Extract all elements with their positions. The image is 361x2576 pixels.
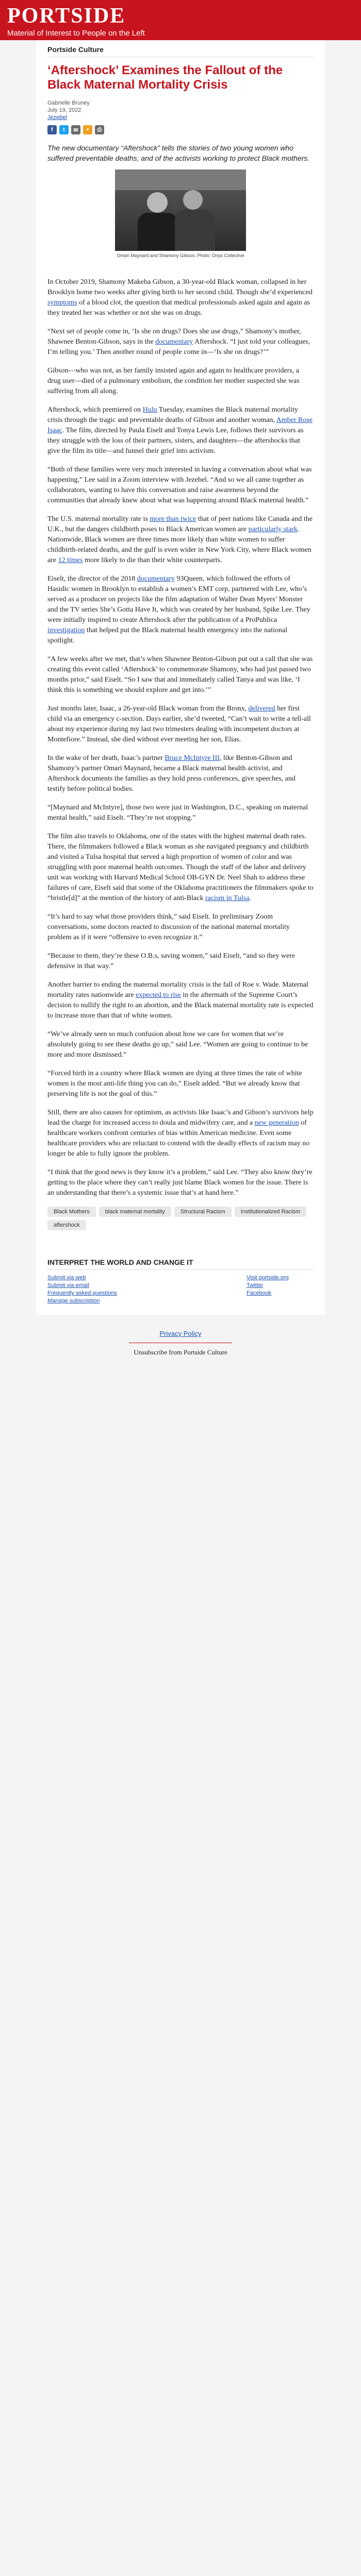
- article-paragraph: [47, 1029, 314, 1060]
- paragraph-text: “Forced birth in a country where Black women are dying at three times the rate of white women is the most anti-life thing you can do,” Eiselt added. “But we already know that preserving life is not the goal of this.”: [47, 1070, 302, 1098]
- paragraph-text: In the wake of her death, Isaac’s partner: [47, 754, 165, 762]
- inline-link[interactable]: more than twice: [150, 515, 196, 523]
- inline-link[interactable]: racism in Tulsa: [205, 894, 250, 902]
- source-link[interactable]: Jezebel: [47, 114, 67, 121]
- paragraph-text: . The film, directed by Paula Eiselt and Tonya Lewis Lee, follows their survivors as they struggle with the loss of their partners, sisters, and daughters—the aftershocks that give the film its title—and funnel their grief into activism.: [47, 427, 304, 455]
- inline-link[interactable]: investigation: [47, 626, 85, 634]
- print-icon[interactable]: ⎙: [95, 125, 104, 134]
- masthead: [0, 0, 361, 40]
- share-buttons: [47, 125, 314, 134]
- article-paragraph: [47, 514, 314, 566]
- photo-image: [115, 170, 246, 251]
- article-container: [36, 40, 325, 1246]
- bottom-bar: [0, 1315, 361, 1363]
- footer-link[interactable]: Visit portside.org: [247, 1275, 289, 1281]
- footer-link[interactable]: Submit via web: [47, 1275, 86, 1281]
- paragraph-text: Another barrier to ending the maternal mortality crisis is the fall of Roe v. Wade. Maternal mortality rates nationwide are: [47, 981, 308, 999]
- article-paragraph: [47, 1069, 314, 1099]
- paragraph-text: The U.S. maternal mortality rate is: [47, 515, 150, 523]
- article-paragraph: [47, 1108, 314, 1159]
- article-paragraph: [47, 327, 314, 358]
- footer-link[interactable]: Facebook: [247, 1290, 272, 1296]
- publish-date: July 19, 2022: [47, 107, 81, 113]
- footer-links-right: [247, 1274, 314, 1305]
- inline-link[interactable]: documentary: [155, 338, 193, 346]
- article-paragraph: [47, 366, 314, 397]
- paragraph-text: in the aftermath of the Supreme Court’s decision to nullify the right to an abortion, and the Black maternal mortality rate is expected to increase more than that of white women.: [47, 991, 314, 1020]
- article-paragraph: [47, 980, 314, 1021]
- paragraph-text: that helped put the Black maternal health emergency into the national spotlight.: [47, 626, 288, 645]
- tag-chip[interactable]: Structural Racism: [174, 1207, 232, 1217]
- paragraph-text: “We’ve already seen so much confusion about how we care for women that we’re absolutely going to see these deaths go up,” said Lee. “Women are going to continue to be more and more dismissed.”: [47, 1030, 308, 1059]
- inline-link[interactable]: symptoms: [47, 299, 77, 307]
- paragraph-text: “Both of these families were very much interested in having a conversation about what was happening,” Lee said in a Zoom interview with Jezebel. “And so we all came together as collaborators, wanting to have this conversation and raise awareness beyond the communities that already knew about what was happening around Black maternal health.”: [47, 466, 312, 504]
- unsubscribe-link[interactable]: Unsubscribe from Portside Culture: [134, 1348, 227, 1356]
- paragraph-text: Still, there are also causes for optimism, as activists like Isaac’s and Gibson’s survivors help lead the charge for increased access to doula and midwifery care, and a: [47, 1109, 314, 1127]
- tag-chip[interactable]: aftershock: [47, 1220, 86, 1230]
- paragraph-text: Eiselt, the director of the 2018: [47, 575, 137, 583]
- link-icon[interactable]: +: [83, 125, 92, 134]
- article-title[interactable]: ‘Aftershock’ Examines the Fallout of the Black Maternal Mortality Crisis: [47, 63, 283, 92]
- tag-chip[interactable]: Black Mothers: [47, 1207, 96, 1217]
- article-paragraph: [47, 832, 314, 904]
- facebook-icon[interactable]: f: [47, 125, 57, 134]
- inline-link[interactable]: particularly stark: [248, 526, 298, 533]
- article-paragraph: [47, 654, 314, 696]
- paragraph-text: “It’s hard to say what those providers think,” said Eiselt. In preliminary Zoom conversations, some doctors reacted to discussion of the national maternal mortality problem as if it were “offensive to even recognize it.”: [47, 913, 290, 941]
- inline-link[interactable]: Bruce McIntyre III: [165, 754, 220, 762]
- footer-link[interactable]: Submit via email: [47, 1282, 89, 1289]
- paragraph-text: Gibson—who was not, as her family insisted again and again to healthcare providers, a drug user—died of a pulmonary embolism, the condition her mother suspected she was suffering from all along.: [47, 367, 300, 395]
- article-paragraph: [47, 912, 314, 943]
- paragraph-text: more likely to die than their white counterparts.: [83, 556, 222, 564]
- inline-link[interactable]: delivered: [248, 705, 275, 713]
- footer-link[interactable]: Frequently asked questions: [47, 1290, 117, 1296]
- article-paragraph: [47, 704, 314, 745]
- paragraph-text: . Nationwide, Black women are three times more likely than white women to suffer childbirth-related deaths, and the gulf is even wider in New York City, where Black women are: [47, 526, 311, 564]
- article-paragraph: [47, 1167, 314, 1198]
- paragraph-text: that of peer nations like Canada and the U.K., but the dangers childbirth poses to Black American women are: [47, 515, 313, 533]
- article-body: [47, 277, 314, 1198]
- email-icon[interactable]: ✉: [71, 125, 80, 134]
- inline-link[interactable]: Hulu: [142, 406, 157, 414]
- footer-link[interactable]: Manage subscription: [47, 1298, 100, 1304]
- footer: [36, 1246, 325, 1315]
- footer-link[interactable]: Twitter: [247, 1282, 264, 1289]
- article-paragraph: [47, 465, 314, 506]
- article-dek: The new documentary “Aftershock” tells the stories of two young women who suffered preventable deaths, and of the activists working to protect Black mothers.: [47, 144, 310, 162]
- paragraph-text: of healthcare workers confront centuries of bias within American medicine. Even some healthcare providers who are reluctant to contend with the deadly effects of racism may no longer be able to fully ignore the problem.: [47, 1119, 310, 1158]
- byline: [47, 99, 314, 121]
- paragraph-text: her first child via an emergency c-section. Days earlier, she’d tweeted, “Can’t wait to write a tell-all about my experience during my last two trimesters dealing with incompetent doctors at Montefiore.” Instead, she died without ever meeting her son, Elias.: [47, 705, 311, 743]
- portside-logo[interactable]: PORTSIDE: [7, 4, 126, 28]
- paragraph-text: , like Benton-Gibson and Shamony’s partner Omari Maynard, became a Black maternal health activist, and Aftershock documents the families as they hold press conferences, give speeches, and testify before political bodies.: [47, 754, 296, 793]
- article-paragraph: [47, 753, 314, 794]
- tagline: Material of Interest to People on the Left: [7, 29, 145, 38]
- photo-caption: Omari Maynard and Shamony Gibson. Photo: Onyx Collective: [117, 253, 244, 258]
- inline-link[interactable]: Amber Rose Isaac: [47, 416, 313, 434]
- article-paragraph: [47, 405, 314, 456]
- footer-links-left: [47, 1274, 117, 1305]
- paragraph-text: In October 2019, Shamony Makeba Gibson, a 30-year-old Black woman, collapsed in her Brooklyn home two weeks after giving birth to her second child. Though she’d experienced: [47, 278, 313, 296]
- tag-chip[interactable]: Institutionalized Racism: [235, 1207, 307, 1217]
- paragraph-text: Aftershock. “I just told your colleagues, I’m telling you.’ Then another round of people come in—‘Is she on drugs?’”: [47, 338, 310, 356]
- inline-link[interactable]: new generation: [254, 1119, 299, 1127]
- paragraph-text: of a blood clot, the question that medical professionals asked again and again as they treated her was whether or not she was on drugs.: [47, 299, 310, 317]
- footer-heading: INTERPRET THE WORLD AND CHANGE IT: [47, 1246, 314, 1270]
- paragraph-text: “Because to them, they’re these O.B.s, saving women,” said Eiselt, “and so they were defensive in that way.”: [47, 952, 296, 970]
- paragraph-text: “Next set of people come in, ‘Is she on drugs? Does she use drugs,” Shamony’s mother, Shawnee Benton-Gibson, says in the: [47, 328, 301, 346]
- inline-link[interactable]: documentary: [137, 575, 175, 583]
- inline-link[interactable]: expected to rise: [136, 991, 181, 999]
- tag-chip[interactable]: black maternal mortality: [99, 1207, 171, 1217]
- tag-list: [47, 1207, 314, 1230]
- paragraph-text: 93Queen, which followed the efforts of Hasidic women in Brooklyn to establish a women’s EMT corp, partnered with Lee, who’s served as a producer on projects like the film adaptation of Walter Dean Myers’ Monster and the TV series She’s Gotta Have It, which was created by her husband, Spike Lee. They were initially inspired to create Aftershock after the publication of a ProPublica: [47, 575, 310, 624]
- article-paragraph: [47, 574, 314, 646]
- privacy-policy-link[interactable]: Privacy Policy: [159, 1330, 202, 1337]
- paragraph-text: .: [249, 894, 252, 902]
- paragraph-text: “A few weeks after we met, that’s when Shawnee Benton-Gibson put out a call that she was creating this event called ‘Aftershock’ to commemorate Shamony, who had just passed two months prior,” said Eiselt. “So I saw that and immediately called Tanya and was like, ‘I think this is something we should explore and get into.’”: [47, 655, 313, 694]
- paragraph-text: Aftershock, which premiered on: [47, 406, 143, 414]
- paragraph-text: The film also travels to Oklahoma, one of the states with the highest maternal death rates. There, the filmmakers followed a Black woman as she navigated pregnancy and childbirth and visited a Tulsa hospital that served a high proportion of women of color and was struggling with poor maternal health outcomes. Though the staff of the labor and delivery unit was working with Harvard Medical School OB-GYN Dr. Neel Shah to address these failures of care, Eiselt said that some of the Oklahoma practitioners the filmmakers spoke to “bristle[d]” at the mention of the history of anti-Black: [47, 833, 314, 902]
- author-name: Gabrielle Bruney: [47, 100, 90, 106]
- paragraph-text: “[Maynard and McIntyre], those two were just in Washington, D.C., speaking on maternal mental health,” said Eiselt. “They’re not stopping.”: [47, 804, 308, 822]
- paragraph-text: Just months later, Isaac, a 26-year-old Black woman from the Bronx,: [47, 705, 249, 713]
- article-paragraph: [47, 951, 314, 972]
- article-photo: [115, 170, 246, 259]
- inline-link[interactable]: 12 times: [58, 556, 83, 564]
- article-paragraph: [47, 803, 314, 823]
- paragraph-text: “I think that the good news is they know it’s a problem,” said Lee. “They also know they’re getting to the place where they can’t really just blame Black women for the issue. There is an understanding that there’s a systemic issue that’s at hand here.”: [47, 1168, 313, 1197]
- section-label: Portside Culture: [47, 45, 314, 57]
- article-paragraph: [47, 277, 314, 318]
- paragraph-text: Tuesday, examines the Black maternal mortality crisis through the tragic and preventable deaths of Gibson and another woman,: [47, 406, 298, 424]
- twitter-icon[interactable]: t: [59, 125, 69, 134]
